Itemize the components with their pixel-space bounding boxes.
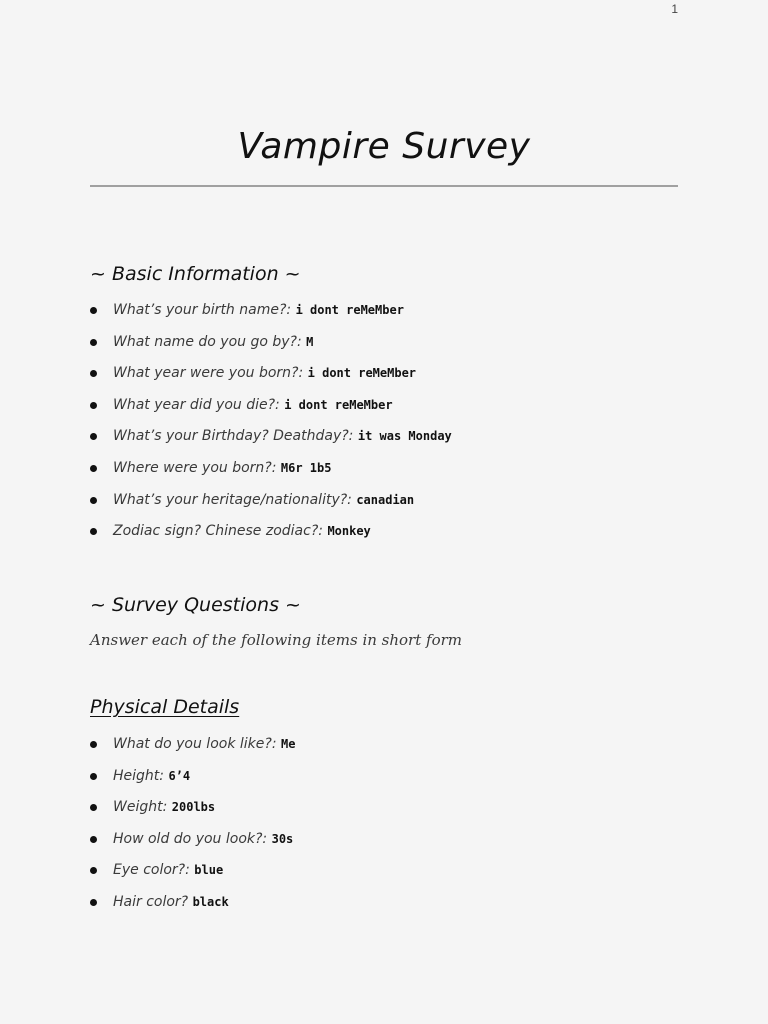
- list-item: [90, 457, 452, 489]
- bullet-icon: [90, 339, 97, 346]
- bullet-icon: [90, 741, 97, 748]
- answer-text: 200lbs: [171, 800, 216, 815]
- bullet-icon: [90, 804, 97, 811]
- question-text: What year did you die?:: [113, 396, 280, 413]
- answer-text: 6’4: [168, 768, 191, 783]
- title-divider: [90, 185, 678, 187]
- survey-instructions: Answer each of the following items in short form: [90, 631, 463, 649]
- bullet-icon: [90, 433, 97, 440]
- answer-text: i dont reMeMber: [295, 303, 404, 317]
- question-text: Hair color?: [113, 893, 189, 910]
- list-item: [90, 362, 452, 394]
- question-text: Height:: [113, 767, 164, 784]
- bullet-icon: [90, 370, 97, 377]
- bullet-icon: [90, 836, 97, 843]
- page-number: 1: [671, 2, 678, 16]
- bullet-icon: [90, 899, 97, 906]
- answer-text: M6r 1b5: [280, 460, 332, 475]
- list-item: [90, 299, 452, 331]
- question-text: What’s your Birthday? Deathday?:: [113, 428, 354, 445]
- bullet-icon: [90, 773, 97, 780]
- question-text: How old do you look?:: [113, 830, 268, 847]
- bullet-icon: [90, 497, 97, 504]
- list-item: [90, 828, 295, 860]
- bullet-icon: [90, 465, 97, 472]
- question-text: Zodiac sign? Chinese zodiac?:: [113, 523, 323, 540]
- answer-text: black: [192, 894, 229, 909]
- question-text: What’s your heritage/nationality?:: [113, 491, 352, 508]
- basic-information-heading: ~ Basic Information ~: [90, 263, 301, 285]
- answer-text: it was Monday: [357, 429, 452, 444]
- survey-questions-heading: ~ Survey Questions ~: [90, 594, 301, 616]
- basic-information-list: [90, 299, 452, 552]
- question-text: Where were you born?:: [113, 459, 277, 476]
- answer-text: 30s: [271, 831, 294, 846]
- question-text: What name do you go by?:: [113, 333, 302, 350]
- bullet-icon: [90, 528, 97, 535]
- list-item: [90, 765, 295, 797]
- list-item: [90, 425, 452, 457]
- question-text: What do you look like?:: [113, 736, 277, 752]
- answer-text: Me: [281, 737, 296, 751]
- list-item: [90, 394, 452, 426]
- question-text: Weight:: [113, 799, 168, 816]
- answer-text: canadian: [356, 492, 415, 507]
- physical-details-list: [90, 733, 295, 923]
- list-item: [90, 859, 295, 891]
- list-item: [90, 891, 295, 923]
- answer-text: i dont reMeMber: [307, 366, 417, 381]
- answer-text: M: [306, 334, 314, 349]
- list-item: [90, 489, 452, 521]
- list-item: [90, 796, 295, 828]
- bullet-icon: [90, 867, 97, 874]
- list-item: [90, 520, 452, 552]
- answer-text: Monkey: [327, 524, 371, 539]
- physical-details-heading: Physical Details: [90, 696, 240, 718]
- question-text: What’s your birth name?:: [113, 302, 292, 318]
- list-item: [90, 331, 452, 363]
- answer-text: blue: [194, 863, 224, 878]
- list-item: [90, 733, 295, 765]
- question-text: Eye color?:: [113, 862, 190, 879]
- document-title: Vampire Survey: [237, 126, 531, 168]
- answer-text: i dont reMeMber: [284, 397, 393, 412]
- bullet-icon: [90, 307, 97, 314]
- question-text: What year were you born?:: [113, 365, 304, 382]
- bullet-icon: [90, 402, 97, 409]
